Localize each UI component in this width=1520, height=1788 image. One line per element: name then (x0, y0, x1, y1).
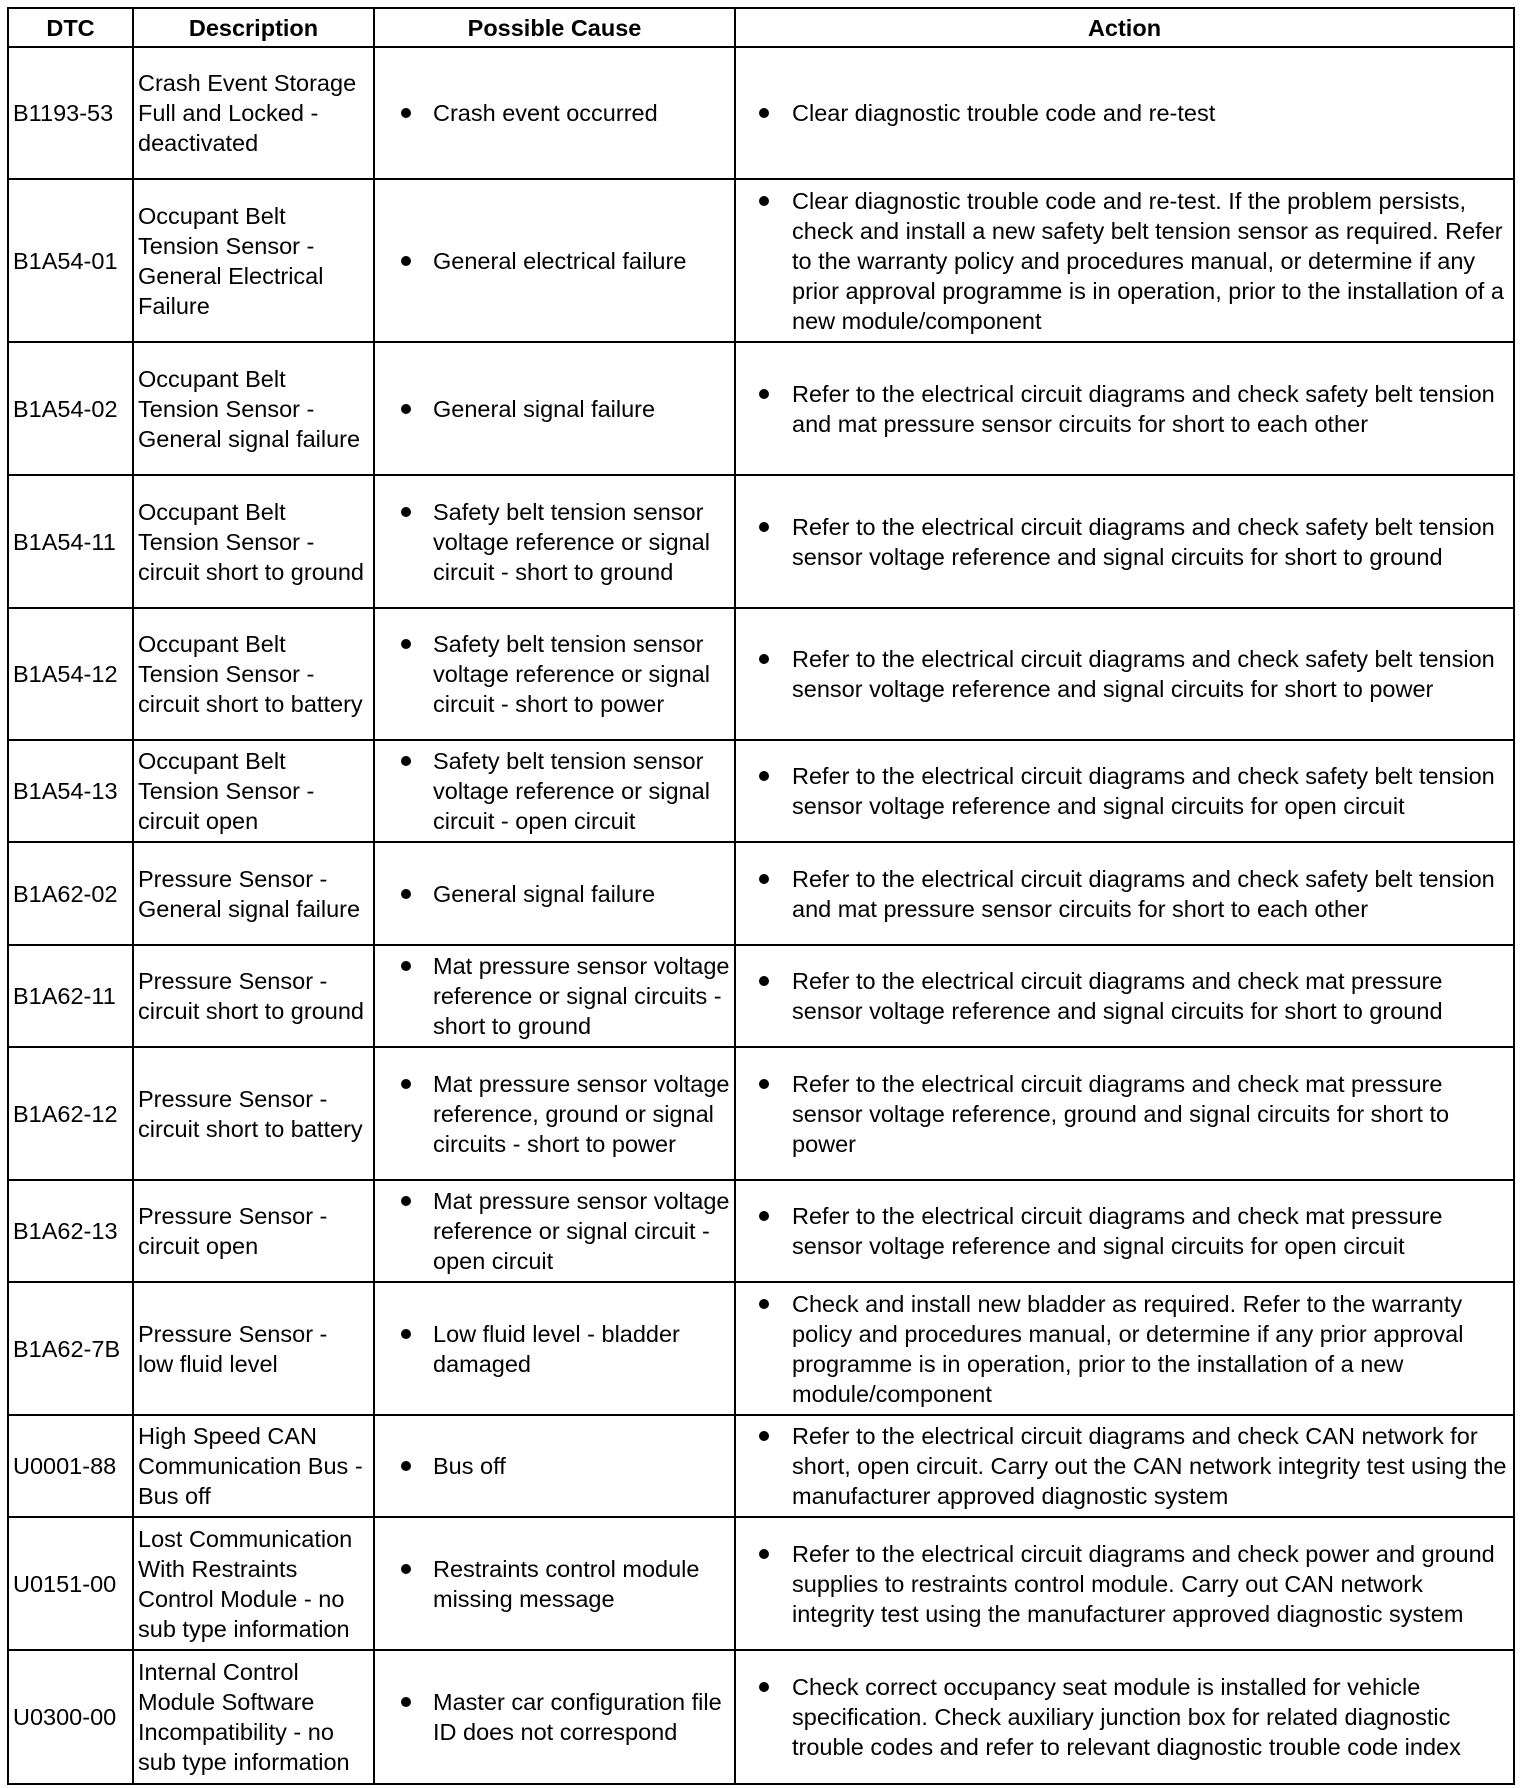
dtc-description: High Speed CAN Communication Bus - Bus off (133, 1415, 374, 1517)
dtc-code: B1A62-7B (8, 1282, 133, 1415)
dtc-table (7, 7, 1515, 1785)
cause-item: Safety belt tension sensor voltage reference or signal circuit - open circuit (379, 746, 730, 836)
cause-item: Mat pressure sensor voltage reference, ground or signal circuits - short to power (379, 1069, 730, 1159)
possible-cause (374, 47, 735, 179)
dtc-code: B1A54-11 (8, 475, 133, 608)
table-row (8, 608, 1514, 740)
table-row (8, 1180, 1514, 1282)
cause-item: General signal failure (379, 394, 730, 424)
action (735, 179, 1514, 342)
action-item: Refer to the electrical circuit diagrams and check safety belt tension sensor voltage reference and signal circuits for short to power (740, 644, 1509, 704)
dtc-description: Occupant Belt Tension Sensor - circuit short to ground (133, 475, 374, 608)
action-item: Check and install new bladder as required. Refer to the warranty policy and procedures manual, or determine if any prior approval programme is in operation, prior to the installation of a new module/component (740, 1289, 1509, 1409)
header-row (8, 8, 1514, 47)
dtc-code: B1193-53 (8, 47, 133, 179)
dtc-code: U0151-00 (8, 1517, 133, 1650)
table-row (8, 179, 1514, 342)
possible-cause (374, 1282, 735, 1415)
cause-item: General electrical failure (379, 246, 730, 276)
table-row (8, 740, 1514, 842)
possible-cause (374, 1517, 735, 1650)
action-item: Refer to the electrical circuit diagrams and check safety belt tension and mat pressure sensor circuits for short to each other (740, 864, 1509, 924)
dtc-description: Pressure Sensor - circuit short to ground (133, 945, 374, 1047)
action-item: Refer to the electrical circuit diagrams and check mat pressure sensor voltage reference and signal circuits for open circuit (740, 1201, 1509, 1261)
dtc-description: Occupant Belt Tension Sensor - circuit open (133, 740, 374, 842)
dtc-description: Internal Control Module Software Incompatibility - no sub type information (133, 1650, 374, 1784)
action (735, 47, 1514, 179)
table-row (8, 1415, 1514, 1517)
cause-item: General signal failure (379, 879, 730, 909)
cause-item: Low fluid level - bladder damaged (379, 1319, 730, 1379)
dtc-description: Lost Communication With Restraints Control Module - no sub type information (133, 1517, 374, 1650)
possible-cause (374, 475, 735, 608)
dtc-code: B1A54-02 (8, 342, 133, 475)
table-row (8, 1650, 1514, 1784)
action (735, 1517, 1514, 1650)
dtc-description: Occupant Belt Tension Sensor - circuit short to battery (133, 608, 374, 740)
cause-item: Crash event occurred (379, 98, 730, 128)
action (735, 1415, 1514, 1517)
action-item: Check correct occupancy seat module is installed for vehicle specification. Check auxiliary junction box for related diagnostic trouble codes and refer to relevant diagnostic trouble code index (740, 1672, 1509, 1762)
action-item: Refer to the electrical circuit diagrams and check safety belt tension sensor voltage reference and signal circuits for open circuit (740, 761, 1509, 821)
dtc-code: B1A62-12 (8, 1047, 133, 1180)
table-row (8, 47, 1514, 179)
dtc-code: B1A54-01 (8, 179, 133, 342)
table-row (8, 842, 1514, 945)
dtc-description: Occupant Belt Tension Sensor - General Electrical Failure (133, 179, 374, 342)
dtc-code: B1A62-11 (8, 945, 133, 1047)
action (735, 342, 1514, 475)
cause-item: Safety belt tension sensor voltage reference or signal circuit - short to ground (379, 497, 730, 587)
cause-item: Mat pressure sensor voltage reference or signal circuit - open circuit (379, 1186, 730, 1276)
dtc-description: Occupant Belt Tension Sensor - General signal failure (133, 342, 374, 475)
table-row (8, 342, 1514, 475)
possible-cause (374, 179, 735, 342)
dtc-code: U0300-00 (8, 1650, 133, 1784)
action (735, 945, 1514, 1047)
header-action: Action (735, 8, 1514, 47)
table-row (8, 945, 1514, 1047)
cause-item: Restraints control module missing message (379, 1554, 730, 1614)
possible-cause (374, 342, 735, 475)
dtc-description: Pressure Sensor - General signal failure (133, 842, 374, 945)
possible-cause (374, 945, 735, 1047)
action-item: Refer to the electrical circuit diagrams and check power and ground supplies to restraints control module. Carry out CAN network integrity test using the manufacturer approved diagnostic system (740, 1539, 1509, 1629)
dtc-code: B1A54-12 (8, 608, 133, 740)
dtc-description: Pressure Sensor - low fluid level (133, 1282, 374, 1415)
table-row (8, 475, 1514, 608)
action (735, 1180, 1514, 1282)
action (735, 1282, 1514, 1415)
action-item: Refer to the electrical circuit diagrams and check mat pressure sensor voltage reference and signal circuits for short to ground (740, 966, 1509, 1026)
action (735, 608, 1514, 740)
possible-cause (374, 1047, 735, 1180)
possible-cause (374, 740, 735, 842)
action-item: Refer to the electrical circuit diagrams and check safety belt tension and mat pressure sensor circuits for short to each other (740, 379, 1509, 439)
possible-cause (374, 1650, 735, 1784)
action-item: Refer to the electrical circuit diagrams and check safety belt tension sensor voltage reference and signal circuits for short to ground (740, 512, 1509, 572)
header-possible-cause: Possible Cause (374, 8, 735, 47)
cause-item: Master car configuration file ID does not correspond (379, 1687, 730, 1747)
action (735, 1650, 1514, 1784)
possible-cause (374, 842, 735, 945)
action-item: Refer to the electrical circuit diagrams and check mat pressure sensor voltage reference, ground and signal circuits for short to power (740, 1069, 1509, 1159)
action (735, 475, 1514, 608)
table-row (8, 1517, 1514, 1650)
dtc-code: U0001-88 (8, 1415, 133, 1517)
action-item: Refer to the electrical circuit diagrams and check CAN network for short, open circuit. Carry out the CAN network integrity test using the manufacturer approved diagnostic system (740, 1421, 1509, 1511)
table-row (8, 1282, 1514, 1415)
action (735, 842, 1514, 945)
header-dtc: DTC (8, 8, 133, 47)
possible-cause (374, 1415, 735, 1517)
dtc-description: Pressure Sensor - circuit open (133, 1180, 374, 1282)
dtc-description: Pressure Sensor - circuit short to battery (133, 1047, 374, 1180)
dtc-code: B1A62-13 (8, 1180, 133, 1282)
possible-cause (374, 1180, 735, 1282)
cause-item: Bus off (379, 1451, 730, 1481)
possible-cause (374, 608, 735, 740)
cause-item: Mat pressure sensor voltage reference or signal circuits - short to ground (379, 951, 730, 1041)
action (735, 740, 1514, 842)
dtc-code: B1A54-13 (8, 740, 133, 842)
header-description: Description (133, 8, 374, 47)
cause-item: Safety belt tension sensor voltage reference or signal circuit - short to power (379, 629, 730, 719)
action-item: Clear diagnostic trouble code and re-test. If the problem persists, check and install a new safety belt tension sensor as required. Refer to the warranty policy and procedures manual, or determine if any prior approval programme is in operation, prior to the installation of a new module/component (740, 186, 1509, 336)
action-item: Clear diagnostic trouble code and re-test (740, 98, 1509, 128)
table-row (8, 1047, 1514, 1180)
action (735, 1047, 1514, 1180)
dtc-code: B1A62-02 (8, 842, 133, 945)
dtc-description: Crash Event Storage Full and Locked - deactivated (133, 47, 374, 179)
